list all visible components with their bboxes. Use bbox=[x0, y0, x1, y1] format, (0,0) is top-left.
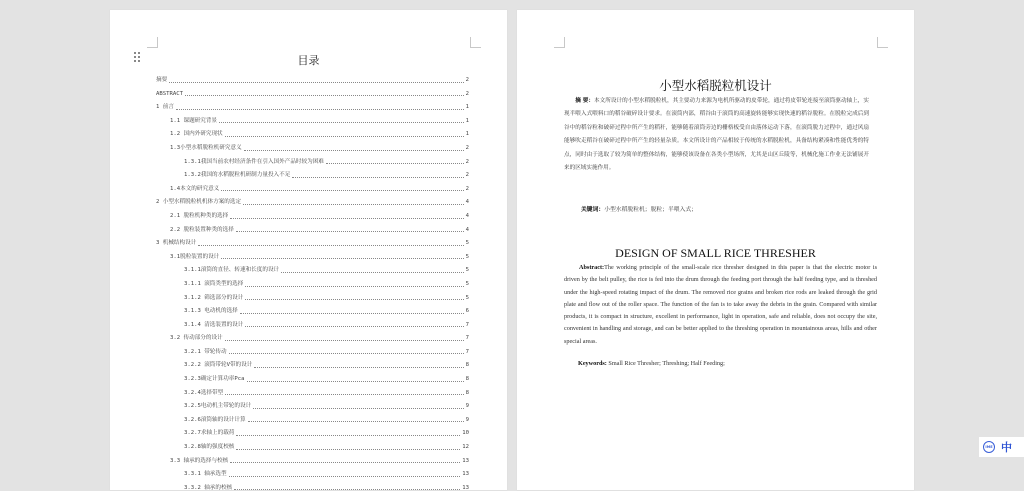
toc-leader-dots bbox=[229, 475, 461, 477]
margin-corner-mark bbox=[147, 37, 158, 48]
toc-entry[interactable] bbox=[156, 111, 469, 125]
toc-entry-page: 6 bbox=[465, 308, 469, 315]
toc-entry-label: 摘要 bbox=[156, 77, 168, 83]
toc-leader-dots bbox=[225, 393, 463, 395]
toc-entry-label: 2.2 脱粒装置种类的选择 bbox=[170, 226, 234, 233]
toc-entry[interactable] bbox=[156, 478, 469, 491]
toc-entry-page: 5 bbox=[465, 240, 469, 247]
toc-leader-dots bbox=[198, 244, 463, 246]
toc-entry[interactable] bbox=[156, 152, 469, 166]
toc-entry-label: 3.2.1 带轮传动 bbox=[184, 348, 227, 355]
toc-entry-page: 2 bbox=[465, 158, 469, 165]
toc-entry-page: 1 bbox=[465, 104, 469, 111]
toc-leader-dots bbox=[245, 285, 463, 287]
document-page-toc bbox=[110, 10, 507, 490]
toc-entry-label: 3.2.8轴的强度校核 bbox=[184, 444, 235, 451]
toc-entry-label: 1.2 国内外研究现状 bbox=[170, 131, 223, 138]
toc-entry-label: 3.3.2 轴承的校核 bbox=[184, 484, 233, 491]
keywords-en-label: Keywords: bbox=[578, 360, 607, 367]
toc-entry-label: 3 机械结构设计 bbox=[156, 240, 197, 247]
table-move-handle-icon[interactable] bbox=[134, 52, 141, 63]
toc-leader-dots bbox=[225, 135, 464, 137]
toc-entry-label: 3.2.4选择带型 bbox=[184, 389, 224, 396]
toc-entry[interactable] bbox=[156, 220, 469, 234]
toc-entry-label: 3.1.1滚筒的直径、转速和长度的设计 bbox=[184, 267, 280, 274]
toc-leader-dots bbox=[248, 420, 464, 422]
toc-entry-page: 1 bbox=[465, 131, 469, 138]
toc-entry-page: 1 bbox=[465, 117, 469, 124]
input-method-indicator[interactable] bbox=[979, 437, 1024, 457]
keywords-cn bbox=[581, 204, 697, 213]
abstract-en-label: Abstract: bbox=[579, 264, 605, 271]
input-language-toggle[interactable]: 中 bbox=[1001, 441, 1012, 454]
table-of-contents bbox=[156, 70, 469, 491]
abstract-en-text: The working principle of the small-scale rice thresher designed in this paper is that the electric motor is driven by the belt pulley, the rice is fed into the drum through the feeding port through the half feeding type, and is threshed under the high-speed rotating impact of the drum. The removed rice grains and broken rice rods are leaked through the grid plate and flow out of the roller space. The function of the fan is to take away the debris in the grain. Compared with similar products, it is compact in structure, excellent in performance, light in operation, safe and reliable, does not occupy the site, convenient in handling and storage, and can be better applied to the threshing operation in mountainous areas, hills and other special areas. bbox=[564, 264, 877, 345]
toc-entry[interactable] bbox=[156, 274, 469, 288]
toc-entry-label: ABSTRACT bbox=[156, 90, 183, 97]
toc-entry-page: 5 bbox=[465, 280, 469, 287]
toc-entry-label: 3.2.2 滚筒带轮V带的设计 bbox=[184, 362, 253, 369]
abstract-cn-text: 本文所设计的小型水稻脱粒机，其主要动力来源为电机所驱动的皮带轮，通过将皮带轮连接至滚筒驱动轴上，实现半喂入式喂料口的稻谷破碎设计要求。在滚筒内部，稻谷由于滚筒的高速旋转能够实现快速的稻谷脱粒。在脱粒完成后到谷中的稻谷粒和破碎过程中所产生的稻秆，能够随着滚筒旁边的栅格板受自由落体运动下落，在滚筒脱力过程中，通过风扇能够吹走稻谷在破碎过程中所产生的轻量杂质。本文所设计的产品相较于传统的水稻脱粒机，具备结构紧凑和性能优秀的特点，同时由于选取了较为简单的整体结构，能够使该设备在各类小型场所，尤其是山区丘陵等，机械化施工作业无法铺展开来的区域实施作用。 bbox=[564, 98, 869, 172]
toc-entry[interactable] bbox=[156, 70, 469, 84]
abstract-cn bbox=[564, 95, 869, 175]
toc-entry-label: 3.2.6滚筒轴的设计计算 bbox=[184, 416, 246, 423]
toc-entry[interactable] bbox=[156, 233, 469, 247]
toc-entry-label: 3.1.3 电动机的选择 bbox=[184, 308, 238, 315]
toc-entry-page: 8 bbox=[465, 389, 469, 396]
toc-leader-dots bbox=[243, 203, 464, 205]
toc-entry[interactable] bbox=[156, 97, 469, 111]
toc-leader-dots bbox=[244, 149, 464, 151]
toc-leader-dots bbox=[236, 230, 464, 232]
document-page-abstract bbox=[517, 10, 914, 490]
toc-title: 目录 bbox=[297, 54, 320, 67]
toc-entry-page: 4 bbox=[465, 212, 469, 219]
toc-entry-label: 1.1 课题研究背景 bbox=[170, 117, 218, 124]
toc-entry-label: 3.1.2 筛选部分的设计 bbox=[184, 294, 244, 301]
toc-entry-label: 3.1脱粒装置的设计 bbox=[170, 253, 220, 260]
toc-leader-dots bbox=[254, 366, 463, 368]
toc-entry-page: 9 bbox=[465, 416, 469, 423]
toc-leader-dots bbox=[234, 488, 460, 490]
keywords-cn-label: 关键词： bbox=[581, 207, 605, 213]
toc-entry-page: 2 bbox=[465, 185, 469, 192]
toc-entry-label: 3.2.5电动机主带轮的设计 bbox=[184, 403, 252, 410]
toc-leader-dots bbox=[236, 434, 460, 436]
toc-entry-label: 1 前言 bbox=[156, 104, 174, 111]
toc-leader-dots bbox=[245, 325, 463, 327]
toc-entry[interactable] bbox=[156, 315, 469, 329]
toc-leader-dots bbox=[292, 176, 463, 178]
toc-entry[interactable] bbox=[156, 369, 469, 383]
toc-entry-label: 3.1.1 滚筒类型的选择 bbox=[184, 280, 244, 287]
toc-entry[interactable] bbox=[156, 247, 469, 261]
toc-leader-dots bbox=[245, 298, 463, 300]
toc-leader-dots bbox=[225, 339, 464, 341]
toc-leader-dots bbox=[253, 407, 463, 409]
toc-entry-label: 1.4本文的研究意义 bbox=[170, 185, 220, 192]
keywords-en-text: Small Rice Thresher; Threshing; Half Feeding; bbox=[608, 360, 725, 367]
toc-leader-dots bbox=[169, 81, 463, 83]
toc-entry-page: 4 bbox=[465, 226, 469, 233]
toc-entry-label: 3.2.7求轴上的载荷 bbox=[184, 430, 235, 437]
toc-leader-dots bbox=[240, 312, 464, 314]
toc-entry[interactable] bbox=[156, 396, 469, 410]
toc-leader-dots bbox=[221, 189, 463, 191]
toc-entry[interactable] bbox=[156, 423, 469, 437]
toc-entry[interactable] bbox=[156, 342, 469, 356]
toc-leader-dots bbox=[236, 448, 460, 450]
toc-entry[interactable] bbox=[156, 165, 469, 179]
keywords-en bbox=[578, 360, 725, 367]
toc-entry[interactable] bbox=[156, 124, 469, 138]
toc-entry-label: 3.3.1 轴承选型 bbox=[184, 471, 227, 478]
toc-entry-page: 12 bbox=[462, 444, 469, 451]
toc-entry-page: 13 bbox=[462, 457, 469, 464]
toc-entry-label: 3.2.3确定计算功率Pca bbox=[184, 376, 245, 383]
toc-leader-dots bbox=[247, 380, 464, 382]
toc-entry-page: 8 bbox=[465, 376, 469, 383]
toc-leader-dots bbox=[281, 271, 463, 273]
toc-entry-page: 5 bbox=[465, 267, 469, 274]
toc-entry[interactable] bbox=[156, 451, 469, 465]
toc-entry-page: 13 bbox=[462, 471, 469, 478]
toc-entry[interactable] bbox=[156, 301, 469, 315]
toc-entry-page: 8 bbox=[465, 362, 469, 369]
toc-entry-label: 3.3 轴承的选择与校核 bbox=[170, 457, 229, 464]
toc-entry-page: 5 bbox=[465, 253, 469, 260]
toc-entry[interactable] bbox=[156, 260, 469, 274]
toc-entry-label: 1.3小型水稻脱粒机研究意义 bbox=[170, 144, 242, 151]
toc-entry-page: 2 bbox=[465, 144, 469, 151]
toc-entry-label: 2 小型水稻脱粒机机体方案的选定 bbox=[156, 199, 242, 206]
toc-entry-page: 10 bbox=[462, 430, 469, 437]
toc-entry-page: 5 bbox=[465, 294, 469, 301]
toc-entry[interactable] bbox=[156, 192, 469, 206]
toc-leader-dots bbox=[219, 121, 464, 123]
toc-entry[interactable] bbox=[156, 383, 469, 397]
toc-entry[interactable] bbox=[156, 138, 469, 152]
toc-entry-page: 9 bbox=[465, 403, 469, 410]
toc-entry-page: 4 bbox=[465, 199, 469, 206]
toc-entry[interactable] bbox=[156, 464, 469, 478]
toc-entry[interactable] bbox=[156, 84, 469, 98]
toc-entry-page: 7 bbox=[465, 335, 469, 342]
toc-entry[interactable] bbox=[156, 206, 469, 220]
abstract-cn-label: 摘 要： bbox=[575, 98, 595, 104]
margin-corner-mark bbox=[470, 37, 481, 48]
toc-leader-dots bbox=[176, 108, 464, 110]
toc-entry-label: 2.1 脱粒机种类的选择 bbox=[170, 212, 229, 219]
toc-entry-page: 13 bbox=[462, 484, 469, 491]
toc-entry[interactable] bbox=[156, 355, 469, 369]
toc-entry-label: 1.3.1我国当前农村经济条件在引入国外产品时较为困难 bbox=[184, 158, 324, 165]
document-title-cn: 小型水稻脱粒机设计 bbox=[659, 78, 772, 93]
toc-entry-page: 2 bbox=[465, 77, 469, 83]
margin-corner-mark bbox=[554, 37, 565, 48]
toc-leader-dots bbox=[230, 217, 463, 219]
toc-leader-dots bbox=[230, 461, 460, 463]
toc-leader-dots bbox=[221, 257, 463, 259]
toc-entry[interactable] bbox=[156, 328, 469, 342]
toc-leader-dots bbox=[326, 162, 464, 164]
toc-entry-page: 2 bbox=[465, 90, 469, 97]
toc-leader-dots bbox=[185, 94, 464, 96]
toc-entry[interactable] bbox=[156, 437, 469, 451]
toc-entry-page: 7 bbox=[465, 321, 469, 328]
toc-entry-page: 7 bbox=[465, 348, 469, 355]
toc-entry-label: 3.2 传动部分的设计 bbox=[170, 335, 223, 342]
document-title-en: DESIGN OF SMALL RICE THRESHER bbox=[615, 246, 816, 260]
toc-entry-label: 1.3.2我国的水稻脱粒机研制力量投入不足 bbox=[184, 172, 291, 179]
input-method-logo-icon[interactable]: IME bbox=[983, 441, 995, 453]
toc-leader-dots bbox=[229, 352, 464, 354]
margin-corner-mark bbox=[877, 37, 888, 48]
keywords-cn-text: 小型水稻脱粒机；脱粒；半喂入式； bbox=[604, 207, 697, 213]
toc-entry-page: 2 bbox=[465, 172, 469, 179]
toc-entry[interactable] bbox=[156, 179, 469, 193]
toc-entry[interactable] bbox=[156, 410, 469, 424]
toc-entry[interactable] bbox=[156, 288, 469, 302]
abstract-en bbox=[564, 262, 877, 348]
toc-entry-label: 3.1.4 清选装置的设计 bbox=[184, 321, 244, 328]
